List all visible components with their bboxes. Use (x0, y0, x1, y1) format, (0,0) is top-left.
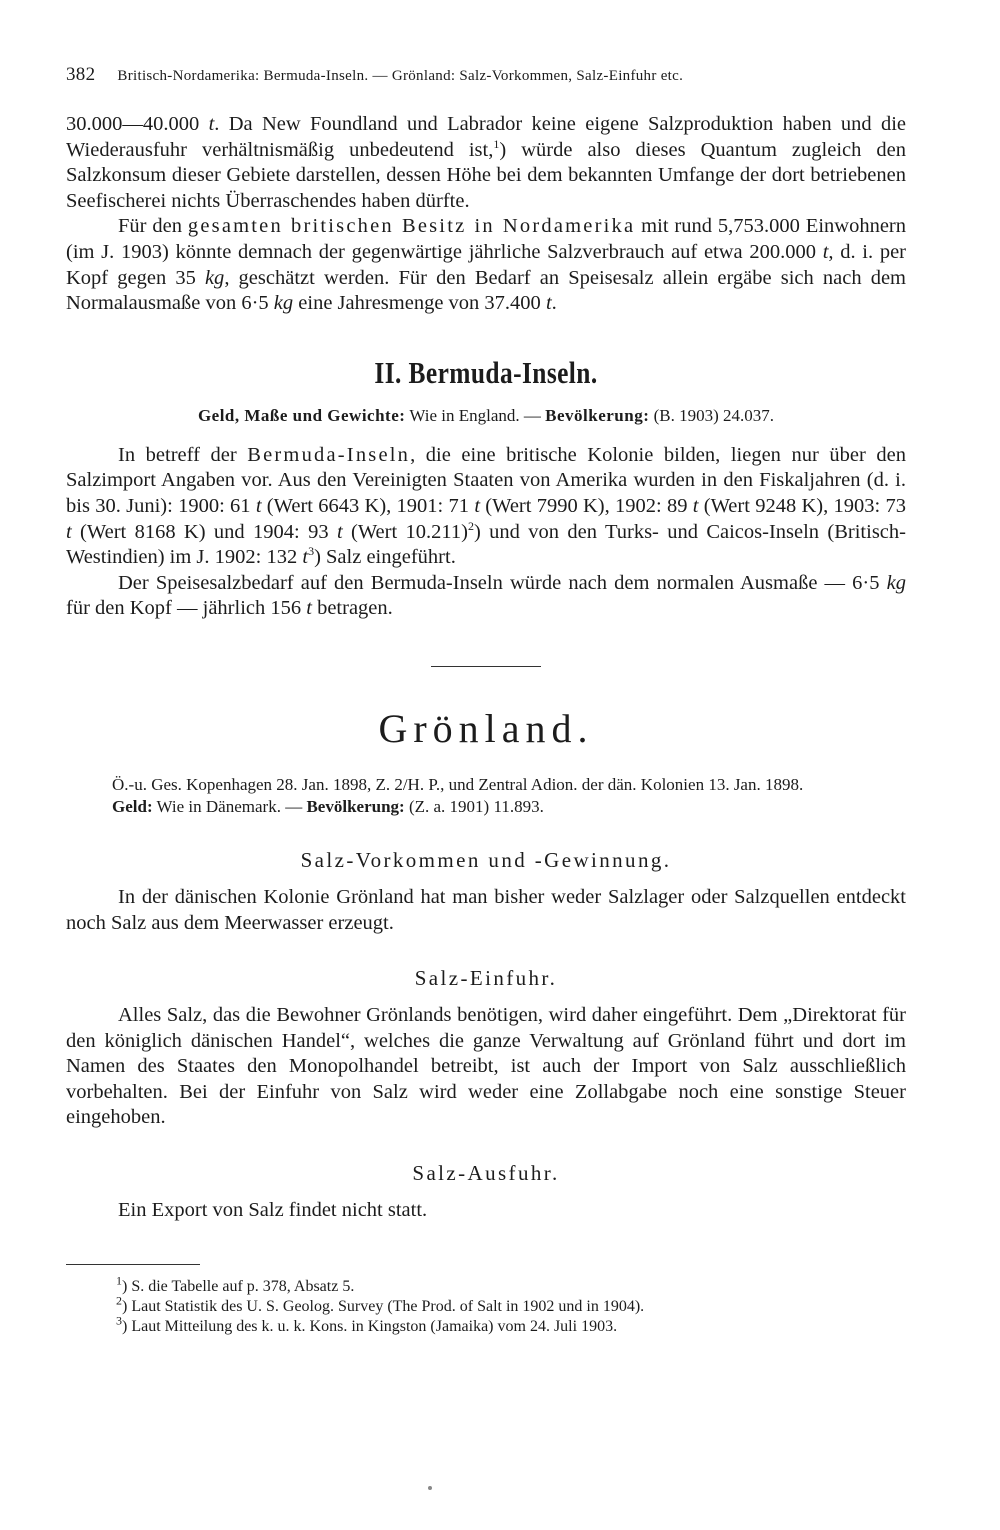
bermuda-meta (66, 405, 906, 427)
text-run: eine Jahresmenge von 37.400 (293, 292, 546, 315)
meta-label: Bevölkerung: (306, 796, 405, 816)
text-run: ) würde also dieses Quantum zugleich den Salzkonsum dieser Gebiete darstellen, dessen Höhe bei dem bekannten Umfange der dort betriebenen Seefischerei nichts Überraschendes haben dürfte. (66, 138, 906, 212)
meta-label: Bevölkerung: (545, 405, 650, 425)
footnote-ref: 2 (467, 518, 474, 533)
bermuda-heading: II. Bermuda-Inseln. (374, 354, 598, 390)
unit-t: t (336, 520, 343, 543)
footnote-mark: 1 (116, 1273, 122, 1288)
unit-t: t (822, 240, 829, 263)
meta-text: Wie in England. — (405, 405, 546, 425)
text-run: . Da New Foundland und Labrador keine eigene Salzproduktion haben und die Wiederausfuhr verhältnismäßig unbedeutend ist, (66, 113, 906, 161)
footnote-mark: 3 (116, 1313, 122, 1328)
running-header (66, 64, 866, 86)
intro-paragraph-2 (66, 214, 906, 316)
page-body (66, 112, 906, 1337)
section-divider (431, 666, 541, 667)
bermuda-paragraph-2 (66, 571, 906, 622)
groenland-source-line: Ö.-u. Ges. Kopenhagen 28. Jan. 1898, Z. 2/H. P., und Zentral Adion. der dän. Kolonien 13. Jan. 1898. (112, 774, 804, 794)
footnote-2 (66, 1293, 906, 1317)
text-run: für den Kopf — jährlich 156 (66, 597, 307, 620)
spaced-emphasis: gesamten britischen Besitz in Nordamerika (187, 215, 636, 238)
text-run: 30.000—40.000 (66, 113, 209, 135)
unit-t: t (692, 494, 699, 517)
text-run: (Wert 8168 K) und 1904: 93 (71, 520, 337, 543)
text-run: ) Salz eingeführt. (314, 546, 456, 569)
unit-kg: kg (204, 266, 225, 289)
footnote-text: ) S. die Tabelle auf p. 378, Absatz 5. (122, 1277, 355, 1295)
meta-label: Geld, Maße und Gewichte: (197, 405, 406, 425)
bermuda-paragraph-1 (66, 443, 906, 571)
text-run: betragen. (311, 597, 393, 620)
text-run: , geschätzt werden. Für den Bedarf an Speisesalz allein ergäbe sich nach dem Normalausmaße von 6·5 (66, 266, 906, 315)
unit-t: t (66, 520, 72, 543)
text-run: , die eine britische Kolonie bilden, liegen nur über den Salzimport Angaben vor. Aus den Vereinigten Staaten von Amerika wurden in den Fiskaljahren (d. i. bis 30. Juni): 1900: 61 (66, 443, 906, 517)
print-speck (428, 1486, 432, 1490)
section-heading-vorkommen: Salz-Vorkommen und -Gewinnung. (300, 847, 672, 872)
section-heading-ausfuhr: Salz-Ausfuhr. (412, 1161, 560, 1186)
groenland-heading: Grönland. (378, 705, 594, 751)
unit-kg: kg (273, 292, 294, 315)
unit-t: t (474, 494, 481, 517)
footnote-ref: 1 (493, 136, 500, 151)
meta-label: Geld: (112, 796, 153, 816)
unit-t: t (255, 494, 262, 517)
spaced-emphasis: Bermuda-Inseln (247, 443, 411, 466)
unit-kg: kg (886, 571, 906, 594)
page-number: 382 (66, 64, 96, 85)
groenland-meta (66, 796, 906, 818)
footnote-text: ) Laut Statistik des U. S. Geolog. Survey (The Prod. of Salt in 1902 und in 1904). (122, 1297, 645, 1315)
text-run: (Wert 10.211) (342, 520, 468, 543)
unit-t: t (208, 113, 215, 135)
unit-t: t (306, 597, 312, 620)
footnote-1 (66, 1273, 906, 1297)
footnote-3 (66, 1313, 906, 1337)
text-run: (Wert 7990 K), 1902: 89 (480, 494, 693, 517)
text-run: In betreff der (118, 443, 248, 466)
footnote-text: ) Laut Mitteilung des k. u. k. Kons. in Kingston (Jamaika) vom 24. Juli 1903. (122, 1317, 618, 1335)
text-run: mit rund 5,753.000 Einwohnern (im J. 1903) könnte demnach der gegenwärtige jährliche Salzverbrauch auf etwa 200.000 (66, 215, 906, 263)
intro-paragraph-1 (66, 112, 906, 214)
text-run: (Wert 9248 K), 1903: 73 (698, 494, 906, 517)
meta-text: Wie in Dänemark. — (152, 796, 307, 816)
footnote-ref: 3 (308, 544, 315, 559)
footnote-mark: 2 (116, 1293, 122, 1308)
running-title: Britisch-Nordamerika: Bermuda-Inseln. — Grönland: Salz-Vorkommen, Salz-Einfuhr etc. (117, 68, 684, 84)
vorkommen-paragraph: In der dänischen Kolonie Grönland hat man bisher weder Salzlager oder Salzquellen entdeckt noch Salz aus dem Meerwasser erzeugt. (66, 885, 906, 934)
meta-text: (B. 1903) 24.037. (649, 405, 775, 425)
text-run: (Wert 6643 K), 1901: 71 (261, 494, 475, 517)
meta-text: (Z. a. 1901) 11.893. (404, 796, 544, 816)
text-run: . (551, 292, 557, 315)
text-run: Der Speisesalzbedarf auf den Bermuda-Inseln würde nach dem normalen Ausmaße — 6·5 (118, 571, 887, 594)
text-run: Für den (118, 215, 188, 238)
unit-t: t (302, 546, 309, 569)
ausfuhr-paragraph: Ein Export von Salz findet nicht statt. (118, 1199, 428, 1222)
unit-t: t (545, 292, 552, 315)
section-heading-einfuhr: Salz-Einfuhr. (414, 966, 558, 991)
einfuhr-paragraph: Alles Salz, das die Bewohner Grönlands benötigen, wird daher eingeführt. Dem „Direktorat für den königlich dänischen Handel“, welches die ganze Verwaltung auf Grönland führt und dort im Namen des Staates den Monopolhandel betreibt, ist auch der Import von Salz ausschließlich vorbehalten. Bei der Einfuhr von Salz wird weder eine Zollabgabe noch eine sonstige Steuer eingehoben. (66, 1004, 906, 1129)
footnote-rule (66, 1264, 200, 1265)
text-run: ) und von den Turks- und Caicos-Inseln (Britisch-Westindien) im J. 1902: 132 (66, 520, 906, 569)
text-run: , d. i. per Kopf gegen 35 (66, 240, 906, 289)
